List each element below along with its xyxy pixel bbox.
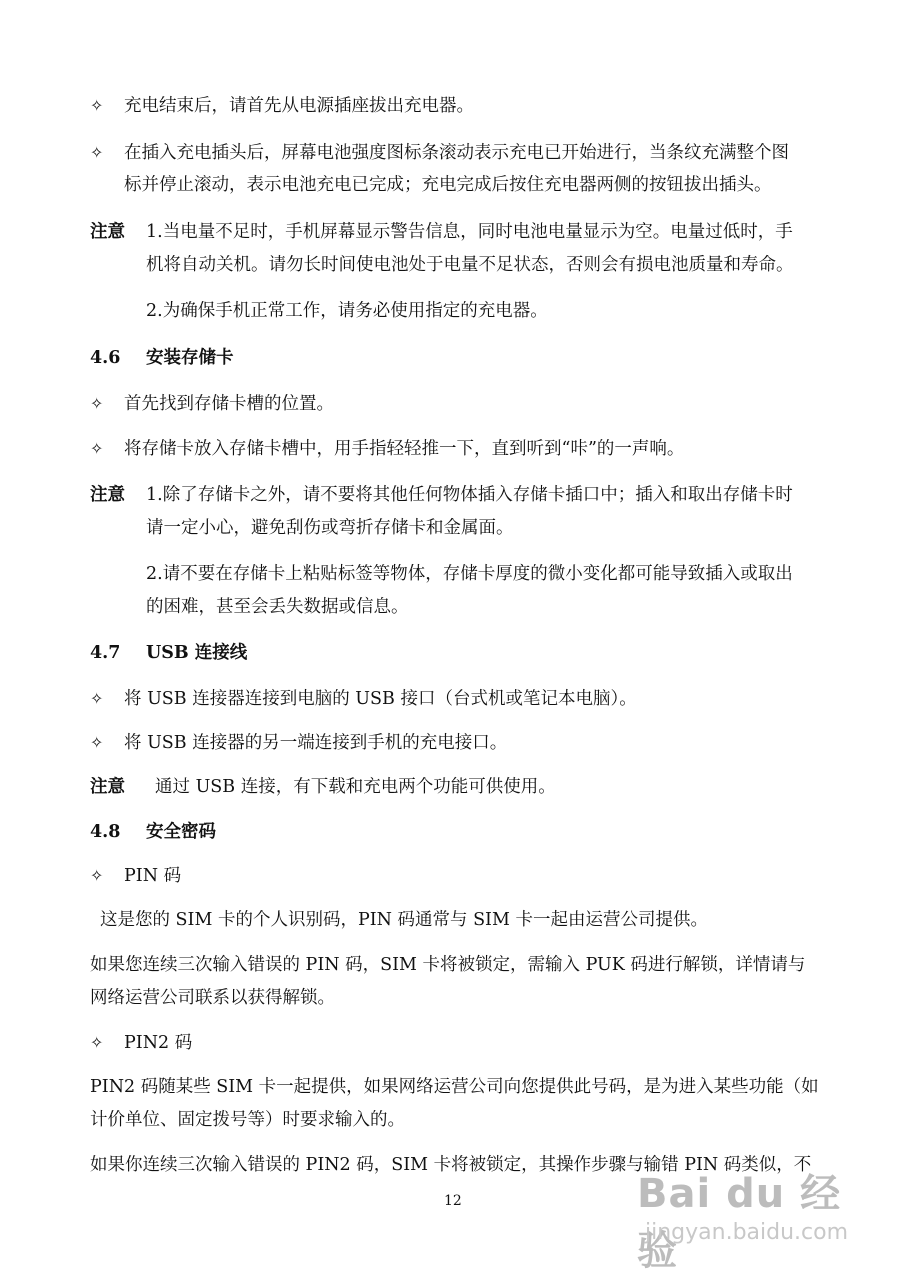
section-number: 4.7 <box>90 643 121 663</box>
note-text: 2.请不要在存储卡上粘贴标签等物体，存储卡厚度的微小变化都可能导致插入或取出 <box>146 564 793 584</box>
paragraph-line: 首先找到存储卡槽的位置。 <box>124 394 334 414</box>
note-text: 的困难，甚至会丢失数据或信息。 <box>146 597 409 617</box>
note-text: 1.除了存储卡之外，请不要将其他任何物体插入存储卡插口中；插入和取出存储卡时 <box>146 485 793 505</box>
bullet-icon: ✧ <box>90 394 104 413</box>
paragraph-line: 如果你连续三次输入错误的 PIN2 码，SIM 卡将被锁定，其操作步骤与输错 PIN 码类似，不 <box>90 1155 812 1175</box>
paragraph-line: 充电结束后，请首先从电源插座拔出充电器。 <box>124 96 474 116</box>
bullet-icon: ✧ <box>90 439 104 458</box>
note-text: 请一定小心，避免刮伤或弯折存储卡和金属面。 <box>146 518 514 538</box>
watermark-logo: Bai du 经验 <box>637 1171 842 1274</box>
paragraph-line: 这是您的 SIM 卡的个人识别码，PIN 码通常与 SIM 卡一起由运营公司提供。 <box>100 910 708 930</box>
paragraph-line: 将 USB 连接器的另一端连接到手机的充电接口。 <box>124 733 508 753</box>
bullet-icon: ✧ <box>90 866 104 885</box>
bullet-icon: ✧ <box>90 733 104 752</box>
section-number: 4.8 <box>90 822 121 842</box>
paragraph-line: 计价单位、固定拨号等）时要求输入的。 <box>90 1110 405 1130</box>
section-title: 安全密码 <box>146 822 216 842</box>
note-text: 通过 USB 连接，有下载和充电两个功能可供使用。 <box>155 777 556 797</box>
paragraph-line: 标并停止滚动，表示电池充电已完成；充电完成后按住充电器两侧的按钮拔出插头。 <box>124 175 772 195</box>
section-number: 4.6 <box>90 348 121 368</box>
paragraph-line: 将 USB 连接器连接到电脑的 USB 接口（台式机或笔记本电脑）。 <box>124 689 637 709</box>
watermark <box>637 1162 857 1274</box>
bullet-icon: ✧ <box>90 96 104 115</box>
note-text: 2.为确保手机正常工作，请务必使用指定的充电器。 <box>146 301 548 321</box>
subheading: PIN2 码 <box>124 1033 193 1053</box>
paragraph-line: 如果您连续三次输入错误的 PIN 码，SIM 卡将被锁定，需输入 PUK 码进行解锁，详情请与 <box>90 955 806 975</box>
paragraph-line: 在插入充电插头后，屏幕电池强度图标条滚动表示充电已开始进行，当条纹充满整个图 <box>124 143 789 163</box>
paragraph-line: PIN2 码随某些 SIM 卡一起提供，如果网络运营公司向您提供此号码，是为进入某些功能（如 <box>90 1077 819 1097</box>
paragraph-line: 将存储卡放入存储卡槽中，用手指轻轻推一下，直到听到“咔”的一声响。 <box>124 439 685 459</box>
note-label: 注意 <box>90 222 125 242</box>
note-text: 1.当电量不足时，手机屏幕显示警告信息，同时电池电量显示为空。电量过低时，手 <box>146 222 793 242</box>
bullet-icon: ✧ <box>90 143 104 162</box>
page-number: 12 <box>444 1193 462 1209</box>
note-label: 注意 <box>90 485 125 505</box>
section-title: 安装存储卡 <box>146 348 234 368</box>
bullet-icon: ✧ <box>90 1033 104 1052</box>
subheading: PIN 码 <box>124 866 182 886</box>
paragraph-line: 网络运营公司联系以获得解锁。 <box>90 988 335 1008</box>
watermark-url: jingyan.baidu.com <box>645 1220 849 1245</box>
section-title: USB 连接线 <box>146 643 248 663</box>
bullet-icon: ✧ <box>90 689 104 708</box>
note-label: 注意 <box>90 777 125 797</box>
note-text: 机将自动关机。请勿长时间使电池处于电量不足状态，否则会有损电池质量和寿命。 <box>146 255 794 275</box>
